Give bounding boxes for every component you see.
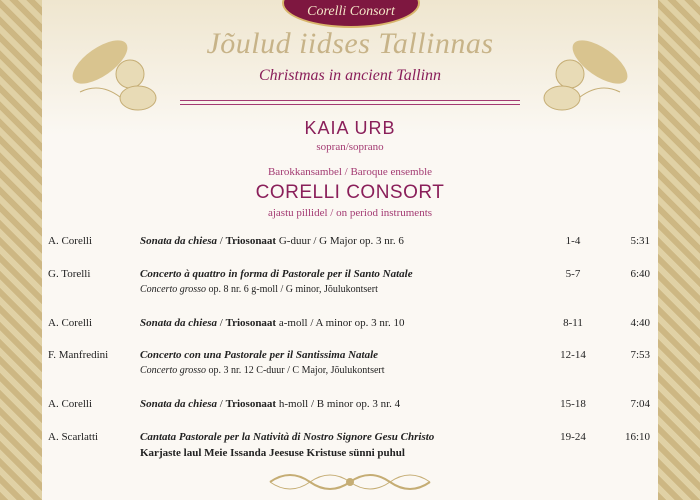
track-work: Concerto à quattro in forma di Pastorale per il Santo Natale	[140, 268, 413, 280]
left-gold-border	[0, 0, 42, 500]
track-duration: 7:04	[630, 398, 650, 410]
track-duration: 5:31	[630, 235, 650, 247]
right-gold-border	[658, 0, 700, 500]
track-duration: 4:40	[630, 317, 650, 329]
track-work: Cantata Pastorale per la Natività di Nostro Signore Gesu Christo	[140, 431, 435, 443]
track-numbers: 8-11	[563, 317, 583, 329]
track-composer: F. Manfredini	[48, 349, 109, 361]
track-duration: 7:53	[630, 349, 650, 361]
cherub-left-icon	[60, 22, 170, 122]
track-composer: A. Corelli	[48, 235, 92, 247]
ensemble-instruments: ajastu pillidel / on period instruments	[267, 207, 433, 219]
ornament-flourish-icon	[265, 470, 435, 494]
track-duration: 6:40	[630, 268, 650, 280]
divider-top	[180, 100, 520, 101]
performer-name: KAIA URB	[304, 118, 396, 138]
track-subtitle: Concerto grosso op. 3 nr. 12 C-duur / C Major, Jõulukontsert	[140, 365, 385, 376]
track-composer: G. Torelli	[48, 268, 91, 280]
track-numbers: 5-7	[565, 268, 581, 280]
track-subtitle: Karjaste laul Meie Issanda Jeesuse Kristuse sünni puhul	[140, 447, 405, 459]
track-composer: A. Scarlatti	[48, 431, 99, 443]
track-composer: A. Corelli	[48, 398, 92, 410]
cherub-right-icon	[530, 22, 640, 122]
ensemble-label: Barokkansambel / Baroque ensemble	[267, 166, 433, 178]
track-work: Sonata da chiesa / Triosonaat G-duur / G Major op. 3 nr. 6	[140, 235, 404, 247]
track-numbers: 19-24	[560, 431, 586, 443]
performer-voice: sopran/soprano	[316, 141, 384, 153]
track-work: Sonata da chiesa / Triosonaat h-moll / B minor op. 3 nr. 4	[140, 398, 401, 410]
track-duration: 16:10	[624, 431, 650, 443]
track-work: Concerto con una Pastorale per il Santissima Natale	[140, 349, 379, 361]
divider-bottom	[180, 104, 520, 105]
badge-text: Corelli Consort	[307, 4, 395, 19]
title-english: Christmas in ancient Tallinn	[258, 67, 442, 84]
track-numbers: 12-14	[560, 349, 586, 361]
track-subtitle: Concerto grosso op. 8 nr. 6 g-moll / G minor, Jõulukontsert	[140, 284, 378, 295]
ensemble-name: CORELLI CONSORT	[255, 182, 445, 203]
track-numbers: 1-4	[565, 235, 581, 247]
track-composer: A. Corelli	[48, 317, 92, 329]
title-estonian: Jõulud iidses Tallinnas	[206, 27, 494, 60]
track-work: Sonata da chiesa / Triosonaat a-moll / A minor op. 3 nr. 10	[140, 317, 405, 329]
track-numbers: 15-18	[560, 398, 586, 410]
